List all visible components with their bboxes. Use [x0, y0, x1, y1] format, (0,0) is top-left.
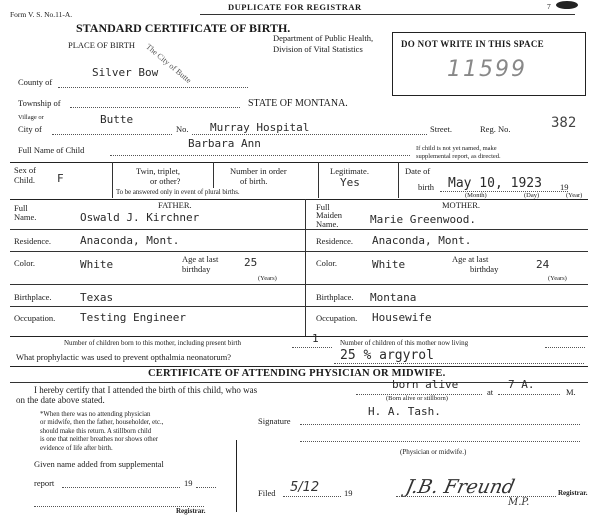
plural-births-note: To be answered only in event of plural births.: [116, 189, 240, 196]
mother-birthplace-label: Birthplace.: [316, 292, 354, 302]
mother-maiden-label: Maiden: [316, 210, 342, 220]
attendant-note-line: *When there was no attending physician: [40, 411, 151, 418]
registrar-label-left: Registrar.: [176, 507, 206, 515]
born-status-value: born alive: [392, 378, 459, 391]
father-color-label: Color.: [14, 258, 36, 268]
filed-year-label: 19: [344, 488, 353, 498]
mother-name-value: Marie Greenwood.: [370, 213, 476, 226]
children-born-value: 1: [312, 332, 319, 345]
prophylactic-label: What prophylactic was used to prevent opthalmia neonatorum?: [16, 352, 232, 362]
birth-date-value: May 10, 1923: [448, 176, 542, 191]
registrar-label-right: Registrar.: [558, 489, 588, 497]
duplicate-label: DUPLICATE FOR REGISTRAR: [228, 2, 362, 12]
city-stamp: The City of Butte: [144, 42, 194, 86]
father-age-label-1: Age at last: [182, 254, 219, 264]
father-age-label-2: birthday: [182, 264, 211, 274]
prophylactic-value: 25 % argyrol: [340, 348, 434, 363]
township-line: [70, 107, 240, 108]
father-rule-1: [10, 229, 305, 230]
father-occupation-label: Occupation.: [14, 313, 56, 323]
certificate-heading: CERTIFICATE OF ATTENDING PHYSICIAN OR MIDWIFE.: [148, 368, 446, 379]
born-status-hint: (Born alive or stillborn): [386, 395, 448, 402]
hospital-value: Murray Hospital: [210, 121, 310, 134]
year-hint: (Year): [566, 192, 583, 199]
day-hint: (Day): [524, 192, 540, 199]
children-living-line: [545, 347, 585, 348]
father-full-label: Full: [14, 203, 28, 213]
signature-value: H. A. Tash.: [368, 405, 441, 418]
attendant-note: [40, 411, 163, 453]
village-label: Village or: [18, 114, 44, 121]
prophylactic-line: [334, 363, 584, 364]
row1-div-2: [213, 162, 214, 188]
signature-line-2: [300, 441, 580, 442]
department-line-1: Department of Public Health,: [273, 33, 374, 43]
certificate-title: STANDARD CERTIFICATE OF BIRTH.: [76, 21, 291, 35]
office-use-box: [392, 32, 586, 96]
county-line: [58, 87, 248, 88]
row1-div-3: [318, 162, 319, 198]
father-occupation-value: Testing Engineer: [80, 311, 186, 324]
attendant-note-line: evidence of life after birth.: [40, 444, 113, 452]
father-rule-4: [10, 306, 305, 307]
row1-div-4: [398, 162, 399, 198]
given-name-label: Given name added from supplemental: [34, 459, 164, 469]
sex-value: F: [57, 172, 64, 185]
father-age-value: 25: [244, 256, 258, 269]
legitimate-label: Legitimate.: [330, 166, 369, 176]
father-rule-2: [10, 251, 305, 252]
report-year-line: [196, 487, 216, 488]
children-born-label: Number of children born to this mother, including present birth: [64, 339, 242, 347]
mother-occupation-label: Occupation.: [316, 313, 358, 323]
office-use-label: DO NOT WRITE IN THIS SPACE: [401, 39, 544, 49]
order-label-1: Number in order: [230, 166, 287, 176]
department-line-2: Division of Vital Statistics: [273, 44, 363, 54]
rule-parents: [10, 199, 588, 200]
corner-number: 7: [547, 2, 551, 11]
father-birthplace-label: Birthplace.: [14, 292, 52, 302]
registrar-signature: J.B. Freund: [403, 476, 517, 498]
time-at-label: at: [487, 387, 494, 397]
birth-time-line: [498, 394, 560, 395]
order-label-2: of birth.: [240, 176, 268, 186]
year-prefix: 19: [560, 182, 569, 192]
sex-label: Sex of: [14, 165, 36, 175]
street-line: [192, 134, 427, 135]
father-birthplace-value: Texas: [80, 291, 114, 304]
report-label: report: [34, 478, 55, 488]
meridiem-label: M.: [566, 387, 576, 397]
certify-line-1: I hereby certify that I attended the birth of this child, who was: [34, 385, 258, 395]
child-name-value: Barbara Ann: [188, 137, 261, 150]
header-rule: [200, 14, 575, 15]
signer-hint: (Physician or midwife.): [400, 448, 467, 456]
registrar-bracket: [236, 440, 237, 512]
city-line: [52, 134, 172, 135]
father-residence-value: Anaconda, Mont.: [80, 234, 180, 247]
father-heading: FATHER.: [158, 200, 192, 210]
form-number: Form V. S. No.11-A.: [10, 10, 73, 19]
filed-label: Filed: [258, 488, 276, 498]
street-label: Street.: [430, 124, 452, 134]
report-line: [62, 487, 180, 488]
registration-file-number: 11599: [447, 57, 527, 82]
reg-number-label: Reg. No.: [480, 124, 511, 134]
registrar-initials: M.P.: [508, 497, 530, 508]
naming-note-2: supplemental report, as directed.: [416, 153, 501, 160]
father-name-value: Oswald J. Kirchner: [80, 211, 200, 224]
report-year-label: 19: [184, 478, 193, 488]
row1-div-1: [112, 162, 113, 198]
mother-age-label-2: birthday: [470, 264, 499, 274]
mother-color-label: Color.: [316, 258, 338, 268]
birth-date-line: [440, 191, 568, 192]
attendant-note-line: is one that neither breathes nor shows other: [40, 436, 158, 444]
naming-note-1: If child is not yet named, make: [416, 145, 497, 152]
twin-label-2: or other?: [150, 176, 181, 186]
certify-line-2: on the date above stated.: [16, 395, 105, 405]
father-rule-3: [10, 284, 305, 285]
child-name-line: [110, 155, 410, 156]
parents-divider: [305, 199, 306, 336]
father-residence-label: Residence.: [14, 236, 52, 246]
signature-label: Signature: [258, 416, 291, 426]
filed-date-line: [283, 496, 341, 497]
mother-full-label: Full: [316, 202, 330, 212]
father-name-label: Name.: [14, 212, 37, 222]
mother-residence-value: Anaconda, Mont.: [372, 234, 472, 247]
attendant-note-line: should make this return. A stillborn child: [40, 427, 152, 435]
union-logo-icon: [556, 1, 578, 9]
rule-children: [10, 336, 588, 337]
mother-rule-4: [305, 306, 588, 307]
signature-line: [300, 424, 580, 425]
mother-occupation-value: Housewife: [372, 311, 432, 324]
mother-age-value: 24: [536, 258, 550, 271]
date-of-label: Date of: [405, 166, 431, 176]
mother-heading: MOTHER.: [442, 200, 481, 210]
registrar-line-right: [396, 496, 556, 497]
state-label: STATE OF MONTANA.: [248, 98, 348, 109]
sex-label-2: Child.: [14, 175, 36, 185]
township-label: Township of: [18, 98, 61, 108]
mother-name-label: Name.: [316, 219, 339, 229]
mother-rule-1: [305, 229, 588, 230]
mother-rule-3: [305, 284, 588, 285]
twin-label-1: Twin, triplet,: [136, 166, 181, 176]
mother-birthplace-value: Montana: [370, 291, 417, 304]
child-name-label: Full Name of Child: [18, 145, 85, 155]
children-living-label: Number of children of this mother now living: [340, 339, 469, 347]
month-hint: (Month): [465, 192, 487, 199]
rule-certificate: [10, 366, 588, 367]
county-label: County of: [18, 77, 53, 87]
rule-top: [10, 162, 588, 163]
mother-color-value: White: [372, 258, 406, 271]
father-color-value: White: [80, 258, 114, 271]
mother-years-hint: (Years): [548, 275, 567, 282]
county-value: Silver Bow: [92, 66, 159, 79]
filed-date-value: 5/12: [290, 480, 320, 495]
mother-residence-label: Residence.: [316, 236, 354, 246]
father-years-hint: (Years): [258, 275, 277, 282]
street-number-label: No.: [176, 124, 189, 134]
children-born-line: [292, 347, 332, 348]
attendant-note-line: or midwife, then the father, householder, etc.,: [40, 419, 164, 427]
mother-age-label-1: Age at last: [452, 254, 489, 264]
reg-number-value: 382: [551, 115, 577, 131]
mother-rule-2: [305, 251, 588, 252]
legitimate-value: Yes: [340, 176, 360, 189]
place-of-birth-label: PLACE OF BIRTH: [68, 40, 136, 50]
city-value: Butte: [100, 113, 134, 126]
city-label: City of: [18, 124, 42, 134]
birth-time-value: 7 A.: [508, 378, 535, 391]
rule-certificate-heading: [10, 382, 588, 383]
birth-label: birth: [418, 182, 435, 192]
